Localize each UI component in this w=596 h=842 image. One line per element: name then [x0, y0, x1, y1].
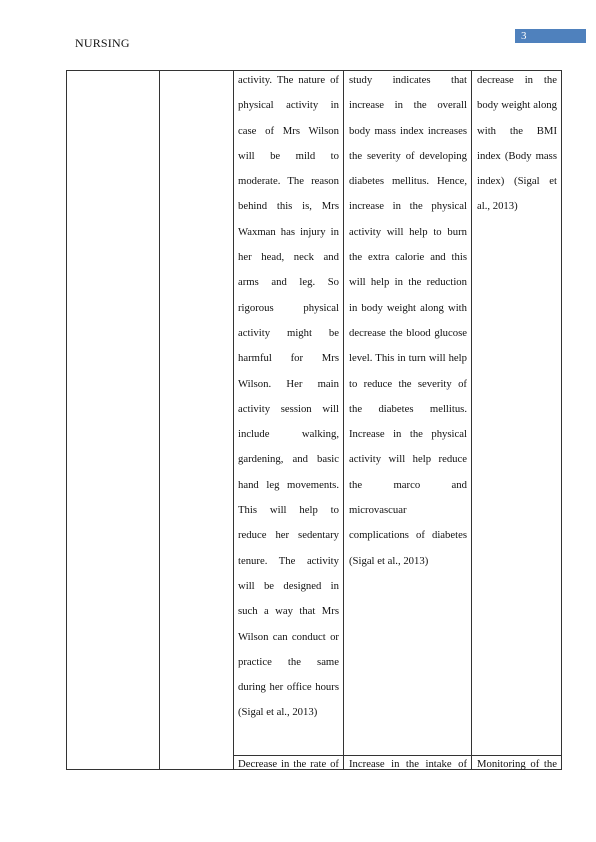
- care-plan-table: [66, 70, 562, 770]
- header-title: NURSING: [75, 36, 130, 50]
- column-divider: [233, 71, 234, 769]
- row2-cell-rationale: Increase in the intake of: [349, 758, 467, 770]
- column-divider: [343, 71, 344, 769]
- column-divider: [159, 71, 160, 769]
- cell-intervention-continued: activity. The nature of physical activity in case of Mrs Wilson will be mild to moderate. The reason behind this is, Mrs Waxman has injury in her head, neck and arms and leg. So rigorous physical activity might be harmful for Mrs Wilson. Her main activity session will include walking, gardening, and basic hand leg movements. This will help to reduce her sedentary tenure. The activity will be designed in such a way that Mrs Wilson can conduct or practice the same during her office hours (Sigal et al., 2013): [238, 74, 339, 719]
- row2-cell-intervention: Decrease in the rate of: [238, 758, 339, 770]
- column-divider: [471, 71, 472, 769]
- page-number: 3: [515, 29, 586, 43]
- row-divider: [233, 755, 561, 756]
- cell-rationale-continued: study indicates that increase in the overall body mass index increases the severity of developing diabetes mellitus. Hence, increase in the physical activity will help to burn the extra calorie and this will help in the reduction in body weight along with decrease the blood glucose level. This in turn will help to reduce the severity of the diabetes mellitus. Increase in the physical activity will help reduce the marco and microvascuar complications of diabetes (Sigal et al., 2013): [349, 74, 467, 567]
- cell-evaluation-continued: decrease in the body weight along with the BMI index (Body mass index) (Sigal et al., 2013): [477, 74, 557, 213]
- row2-cell-evaluation: Monitoring of the: [477, 758, 557, 770]
